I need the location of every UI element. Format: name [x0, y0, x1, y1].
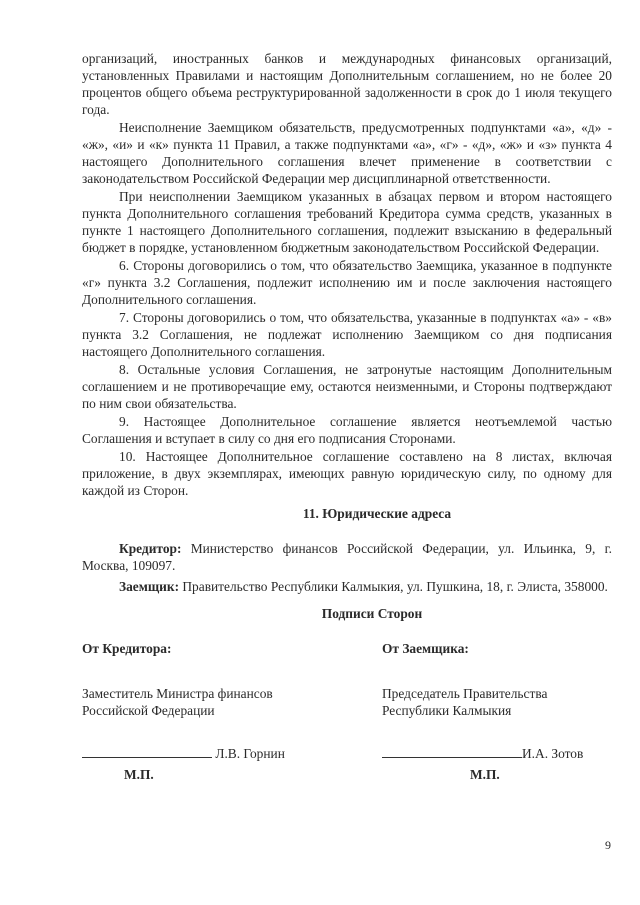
borrower-label: Заемщик:: [119, 579, 180, 594]
creditor-signature-column: [82, 640, 322, 783]
borrower-address: [82, 578, 612, 595]
creditor-stamp-placeholder: М.П.: [124, 767, 154, 782]
paragraph-item-6: 6. Стороны договорились о том, что обязательство Заемщика, указанное в подпункте «г» пункта 3.2 Соглашения, подлежит исполнению им и после заключения настоящего Дополнительного соглашения.: [82, 258, 612, 307]
document-page: [82, 50, 612, 783]
creditor-label: Кредитор:: [119, 541, 182, 556]
borrower-signature-column: [382, 640, 612, 783]
borrower-role-line2: Республики Калмыкия: [382, 703, 512, 718]
borrower-stamp-placeholder: М.П.: [470, 767, 500, 782]
paragraph-item-8: 8. Остальные условия Соглашения, не затронутые настоящим Дополнительным соглашением и не противоречащие ему, остаются неизменными, и Стороны подтверждают по ним свои обязательства.: [82, 362, 612, 411]
paragraph-item-9: 9. Настоящее Дополнительное соглашение является неотъемлемой частью Соглашения и вступает в силу со дня его подписания Сторонами.: [82, 414, 612, 446]
page-number: 9: [605, 838, 611, 852]
signature-block: [82, 640, 612, 783]
creditor-signer-name: Л.В. Горнин: [215, 746, 285, 761]
borrower-role-line1: Председатель Правительства: [382, 686, 548, 701]
borrower-signature-underline: [382, 745, 522, 758]
borrower-signature-line: [382, 745, 612, 762]
legal-addresses: [82, 540, 612, 595]
creditor-signature-line: [82, 745, 322, 762]
borrower-role: [382, 685, 612, 719]
creditor-role-line1: Заместитель Министра финансов: [82, 686, 273, 701]
paragraph-item-10: 10. Настоящее Дополнительное соглашение составлено на 8 листах, включая приложение, в двух экземплярах, имеющих равную юридическую силу, по одному для каждой из Сторон.: [82, 449, 612, 498]
paragraph-nonperformance: Неисполнение Заемщиком обязательств, предусмотренных подпунктами «а», «д» - «ж», «и» и «к» пункта 11 Правил, а также подпунктами «а», «г» - «д», «ж» и «з» пункта 4 настоящего Дополнительного соглашения влечет применение в соответствии с законодательством Российской Федерации мер дисциплинарной ответственности.: [82, 120, 612, 186]
section-heading-addresses: 11. Юридические адреса: [302, 506, 452, 521]
paragraph-item-7: 7. Стороны договорились о том, что обязательства, указанные в подпунктах «а» - «в» пункта 3.2 Соглашения, не подлежат исполнению Заемщиком со дня подписания настоящего Дополнительного соглашения.: [82, 310, 612, 359]
signatures-title: Подписи Сторон: [321, 606, 423, 621]
creditor-role-line2: Российской Федерации: [82, 703, 215, 718]
borrower-signer-name: И.А. Зотов: [522, 746, 584, 761]
creditor-signature-underline: [82, 745, 212, 758]
paragraph-continuation: организаций, иностранных банков и международных финансовых организаций, установленных Правилами и настоящим Дополнительным соглашением, но не более 20 процентов общего объема реструктурированной задолженности в срок до 1 июля текущего года.: [82, 51, 612, 117]
paragraph-recovery: При неисполнении Заемщиком указанных в абзацах первом и втором настоящего пункта Дополнительного соглашения требований Кредитора сумма средств, указанных в пункте 1 настоящего Дополнительного соглашения, подлежит взысканию в федеральный бюджет в порядке, установленном бюджетным законодательством Российской Федерации.: [82, 189, 612, 255]
borrower-party-label: От Заемщика:: [382, 641, 469, 656]
creditor-address-text: Министерство финансов Российской Федерации, ул. Ильинка, 9, г. Москва, 109097.: [82, 541, 612, 573]
borrower-address-text: Правительство Республики Калмыкия, ул. Пушкина, 18, г. Элиста, 358000.: [179, 579, 608, 594]
creditor-address: [82, 540, 612, 574]
creditor-role: [82, 685, 322, 719]
creditor-party-label: От Кредитора:: [82, 641, 172, 656]
